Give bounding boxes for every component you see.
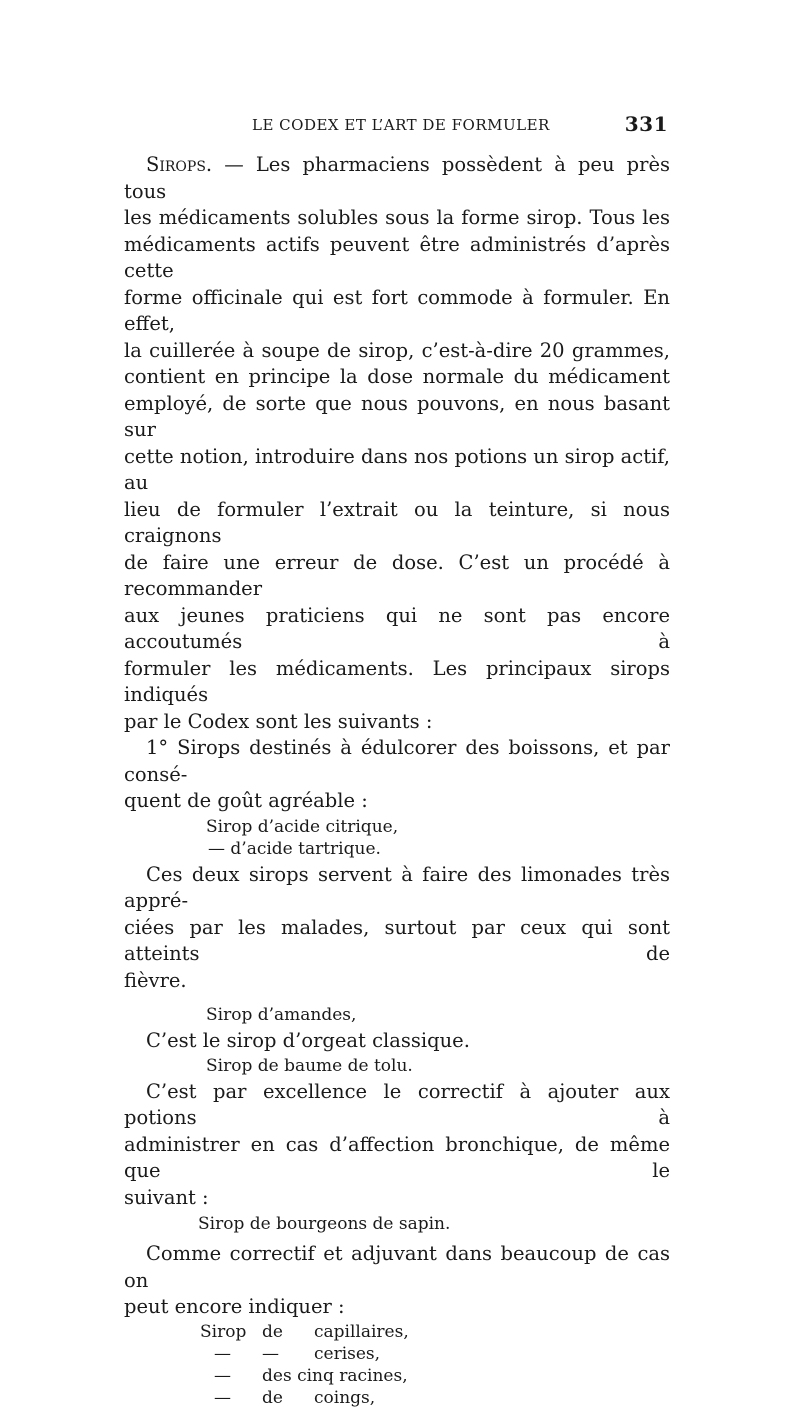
list-cell: de [262, 1321, 283, 1342]
running-title: LE CODEX ET L’ART DE FORMULER [252, 116, 550, 134]
text-line: médicaments actifs peuvent être administrés d’après cette [124, 232, 670, 282]
text-line: par le Codex sont les suivants : [124, 709, 433, 733]
text-line: la cuillerée à soupe de sirop, c’est-à-dire 20 grammes, [124, 338, 670, 362]
paragraph-correctif [124, 1079, 670, 1212]
text-line: employé, de sorte que nous pouvons, en nous basant sur [124, 391, 670, 441]
text-span: — Les pharmaciens possèdent à peu près tous [124, 153, 670, 203]
list-cell: — [214, 1365, 231, 1386]
list-cell: coings, [314, 1387, 376, 1408]
list-item: — d’acide tartrique. [208, 838, 381, 859]
paragraph-limonades [124, 862, 670, 995]
list-item: Sirop d’amandes, [206, 1005, 357, 1025]
list-cell: capillaires, [314, 1321, 409, 1342]
text-line: peut encore indiquer : [124, 1295, 345, 1318]
paragraph-edulcorer [124, 735, 670, 815]
list-item [200, 1321, 670, 1343]
page-number: 331 [624, 112, 668, 136]
text-line: cette notion, introduire dans nos potions un sirop actif, au [124, 444, 670, 494]
list-cell: des cinq racines, [262, 1365, 408, 1386]
list-cell: — [262, 1343, 279, 1364]
text-line: 1° Sirops destinés à édulcorer des boissons, et par consé- [124, 736, 670, 786]
list-item [200, 1365, 670, 1387]
paragraph-sirops [124, 152, 670, 735]
list-item [200, 1387, 670, 1409]
list-cell: Sirop [200, 1321, 247, 1342]
list-item: Sirop de baume de tolu. [206, 1055, 413, 1076]
list-cell: — [214, 1387, 231, 1408]
list-item: Sirop de bourgeons de sapin. [198, 1214, 451, 1234]
syrup-list-acids [124, 816, 670, 860]
list-item [200, 1343, 670, 1365]
list-cell: cerises, [314, 1343, 381, 1364]
text-line: C’est le sirop d’orgeat classique. [146, 1029, 470, 1052]
text-line: formuler les médicaments. Les principaux sirops indiqués [124, 656, 670, 706]
section-lead: Sirops. [146, 153, 213, 176]
paragraph-adjuvant [124, 1241, 670, 1321]
list-cell: de [262, 1387, 283, 1408]
text-line: de faire une erreur de dose. C’est un procédé à recommander [124, 550, 670, 600]
text-line: lieu de formuler l’extrait ou la teinture, si nous craignons [124, 497, 670, 547]
text-line: suivant : [124, 1185, 209, 1209]
text-line: Comme correctif et adjuvant dans beaucoup de cas on [124, 1242, 670, 1292]
text-line: aux jeunes praticiens qui ne sont pas encore accoutumés à [124, 603, 670, 653]
text-line: ciées par les malades, surtout par ceux qui sont atteints de [124, 915, 670, 965]
text-line: forme officinale qui est fort commode à formuler. En effet, [124, 285, 670, 335]
text-line: contient en principe la dose normale du médicament [124, 365, 670, 388]
text-line: C’est par excellence le correctif à ajouter aux potions à [124, 1079, 670, 1129]
text-line: quent de goût agréable : [124, 789, 368, 812]
list-item: Sirop d’acide citrique, [206, 816, 399, 837]
text-line: fièvre. [124, 968, 187, 992]
list-cell: — [214, 1343, 231, 1364]
text-line: les médicaments solubles sous la forme sirop. Tous les [124, 206, 670, 229]
text-line: administrer en cas d’affection bronchique, de même que le [124, 1132, 670, 1182]
syrup-list-adjuvants [124, 1321, 670, 1409]
text-line: Ces deux sirops servent à faire des limonades très appré- [124, 862, 670, 912]
text-line [124, 152, 670, 205]
page-body [124, 152, 670, 1409]
